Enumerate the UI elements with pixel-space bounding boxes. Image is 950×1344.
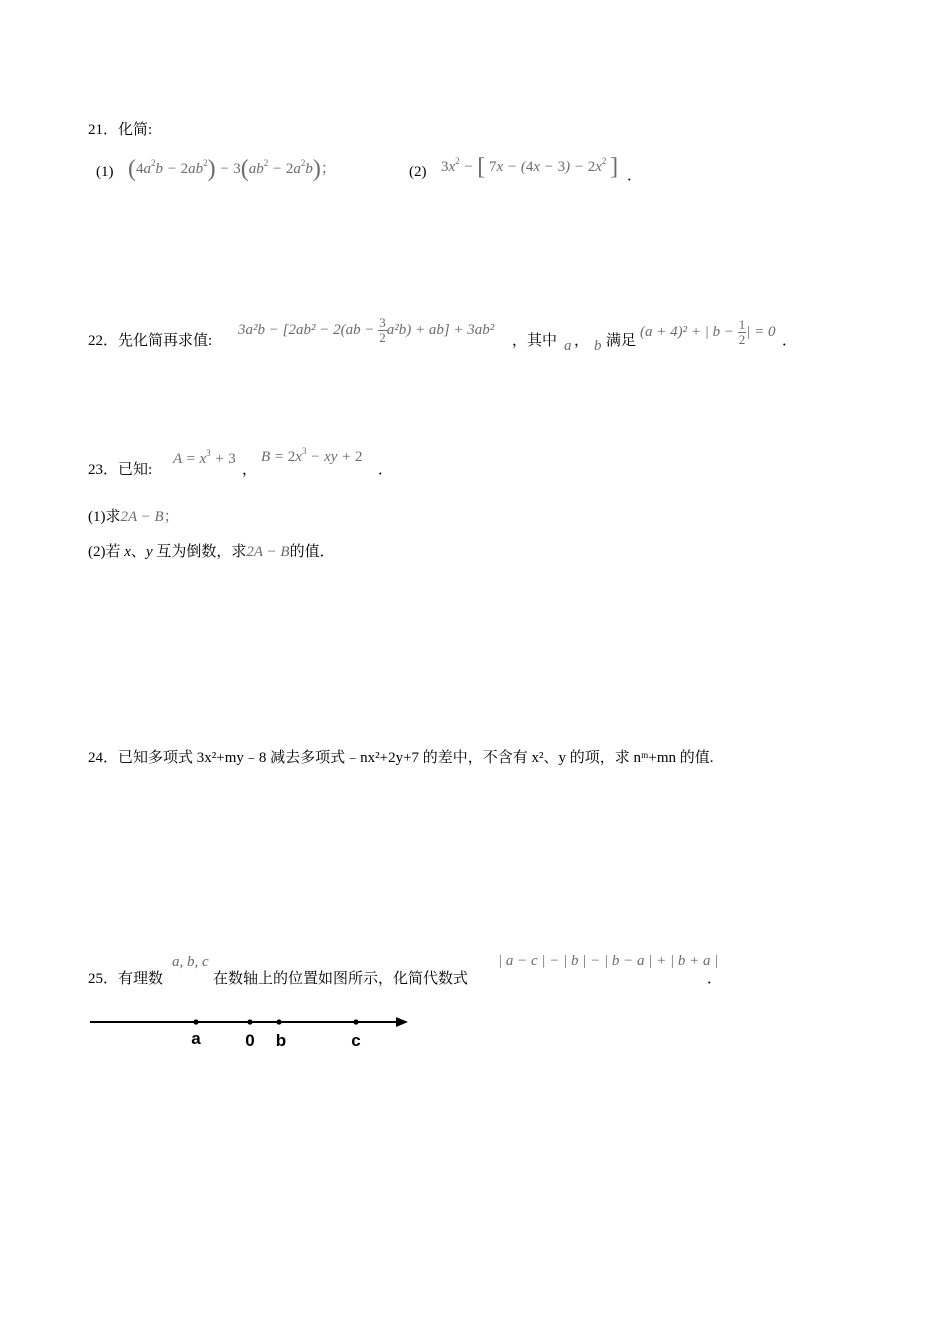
q23-label: 23．已知: xyxy=(88,462,153,478)
point-zero xyxy=(247,1019,252,1024)
q22-label: 22．先化简再求值: xyxy=(88,333,213,349)
point-c xyxy=(353,1019,358,1024)
q22-var-b: b xyxy=(594,338,602,354)
label-zero: 0 xyxy=(245,1031,255,1050)
q23-sep: ， xyxy=(242,462,258,478)
q21-label: 21．化简: xyxy=(88,122,153,138)
q22-expression: 3a²b − [2ab² − 2(ab − $\frac{3}{2}$ a²b) + ab] + 3ab² xyxy=(238,315,495,345)
q22-sep: ， xyxy=(574,333,590,349)
q25-vars: a, b, c xyxy=(172,954,209,970)
q22-text-mid: ，其中 xyxy=(512,333,558,349)
q23-part1: (1)求2A − B； xyxy=(88,509,179,525)
q23-expression-a: $A = x^3 + 3$ xyxy=(173,448,236,467)
q23-expression-b: $B = 2x^3$ − xy + 2 xyxy=(261,446,363,465)
q22-condition: (a + 4)² + | b − $\frac{1}{2}$ | = 0 xyxy=(640,317,776,347)
q21-part1-expression: $(4a^2b - 2ab^2) - 3(ab^2 - 2a^2b)$； xyxy=(128,156,336,182)
label-a: a xyxy=(191,1029,201,1048)
q22-text-cond: 满足 xyxy=(606,333,637,349)
q25-expression: | a − c | − | b | − | b − a | + | b + a | xyxy=(498,953,719,969)
point-a xyxy=(193,1019,198,1024)
number-line-arrow xyxy=(396,1017,408,1027)
q22-var-a: a xyxy=(564,338,572,354)
q21-part2-end: ． xyxy=(627,168,643,184)
q21-part1-label: (1) xyxy=(96,164,114,180)
q23-part2: (2)若 x、y 互为倒数，求2A − B的值． xyxy=(88,544,335,560)
label-c: c xyxy=(351,1031,361,1050)
q25-end: ． xyxy=(707,971,723,987)
q25-label: 25．有理数 xyxy=(88,971,164,987)
q24-text: 24．已知多项式 3x²+my﹣8 减去多项式﹣nx²+2y+7 的差中，不含有 x²、y 的项，求 nᵐ+mn 的值. xyxy=(88,750,714,766)
point-b xyxy=(276,1019,281,1024)
q21-part2-expression: $3x^2$ − [ $7x - (4x - 3) - 2x^2$ ] xyxy=(441,154,619,180)
q23-end: ． xyxy=(378,462,394,478)
q21-part2-label: (2) xyxy=(409,164,427,180)
label-b: b xyxy=(275,1031,287,1050)
number-line-figure xyxy=(88,1010,418,1055)
q22-end: ． xyxy=(782,333,798,349)
q25-text-mid: 在数轴上的位置如图所示，化简代数式 xyxy=(213,971,469,987)
